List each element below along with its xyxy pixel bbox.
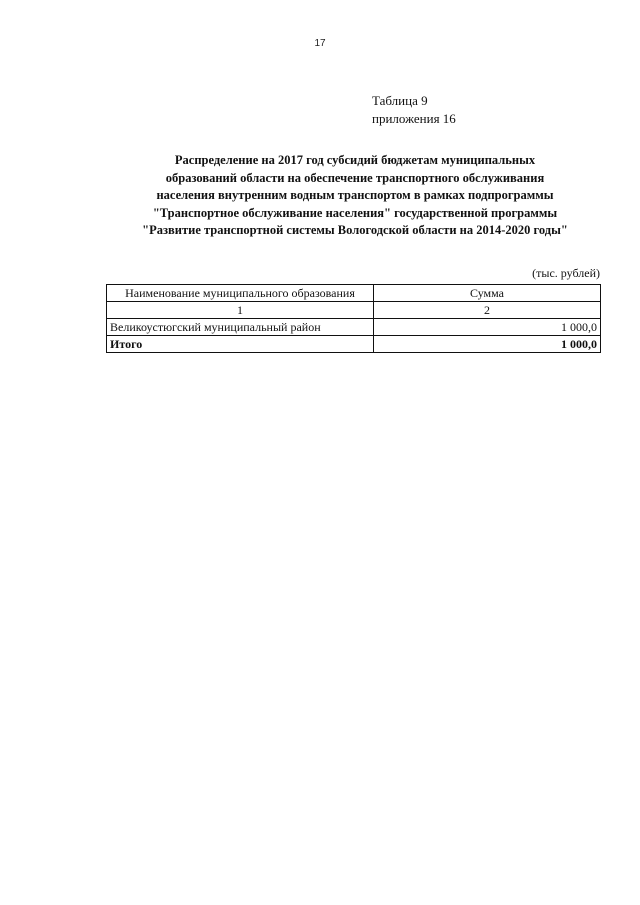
title-line: образований области на обеспечение транспортного обслуживания bbox=[165, 170, 545, 185]
title-line: "Развитие транспортной системы Вологодской области на 2014-2020 годы" bbox=[142, 223, 568, 237]
document-title bbox=[100, 152, 610, 240]
appendix-reference: приложения 16 bbox=[372, 111, 456, 126]
amount-value: 1 000,0 bbox=[374, 319, 601, 336]
column-number: 2 bbox=[374, 302, 601, 319]
total-row bbox=[107, 336, 601, 353]
table-header-row bbox=[107, 285, 601, 302]
table-number: Таблица 9 bbox=[372, 93, 428, 108]
header-amount: Сумма bbox=[374, 285, 601, 302]
subsidy-table bbox=[106, 284, 601, 353]
column-number: 1 bbox=[107, 302, 374, 319]
title-line: "Транспортное обслуживание населения" государственной программы bbox=[152, 205, 558, 220]
total-amount: 1 000,0 bbox=[374, 336, 601, 353]
municipality-name: Великоустюгский муниципальный район bbox=[107, 319, 374, 336]
header-municipality: Наименование муниципального образования bbox=[107, 285, 374, 302]
table-row bbox=[107, 319, 601, 336]
page-number: 17 bbox=[314, 38, 326, 49]
column-number-row bbox=[107, 302, 601, 319]
units-label: (тыс. рублей) bbox=[532, 266, 600, 280]
title-line: Распределение на 2017 год субсидий бюджетам муниципальных bbox=[174, 153, 536, 167]
total-label: Итого bbox=[107, 336, 374, 353]
title-line: населения внутренним водным транспортом в рамках подпрограммы bbox=[156, 188, 554, 202]
table-reference bbox=[372, 92, 456, 128]
